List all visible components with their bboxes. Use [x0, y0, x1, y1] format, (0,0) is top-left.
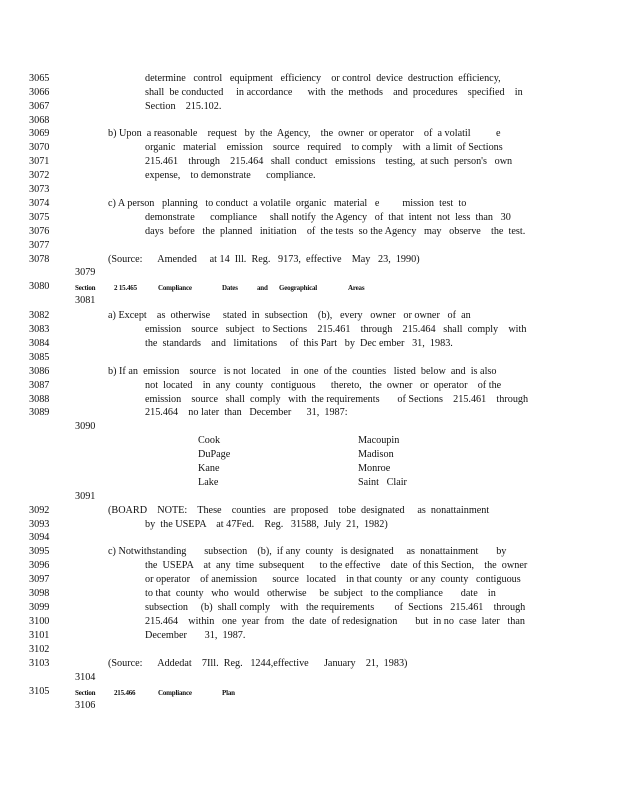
- line-number: 3065: [29, 73, 50, 84]
- line-number: 3095: [29, 546, 50, 557]
- line-number: 3096: [29, 560, 50, 571]
- line-number: 3075: [29, 212, 50, 223]
- paragraph-line: emission source subject to Sections 215.461 through 215.464 shall comply with: [145, 324, 527, 335]
- line-number: 3088: [29, 394, 50, 405]
- line-number: 3092: [29, 505, 50, 516]
- paragraph-line: expense, to demonstrate compliance.: [145, 170, 316, 181]
- paragraph-line: December 31, 1987.: [145, 630, 246, 641]
- paragraph-line: shall be conducted in accordance with the methods and procedures specified in: [145, 87, 523, 98]
- line-number: 3090: [75, 421, 96, 432]
- line-number: 3082: [29, 310, 50, 321]
- board-note: by the USEPA at 47Fed. Reg. 31588, July 21, 1982): [145, 519, 388, 530]
- line-number: 3103: [29, 658, 50, 669]
- county-name: Macoupin: [358, 435, 400, 446]
- county-name: DuPage: [198, 449, 231, 460]
- line-number: 3097: [29, 574, 50, 585]
- paragraph-line: determine control equipment efficiency or control device destruction efficiency,: [145, 73, 501, 84]
- line-number: 3068: [29, 115, 50, 126]
- line-number: 3077: [29, 240, 50, 251]
- board-note: (BOARD NOTE: These counties are proposed tobe designated as nonattainment: [108, 505, 490, 516]
- paragraph-line: 215.461 through 215.464 shall conduct emissions testing, at such person's own: [145, 156, 513, 167]
- line-number: 3098: [29, 588, 50, 599]
- line-number: 3073: [29, 184, 50, 195]
- paragraph-line: to that county who would otherwise be subject to the compliance date in: [145, 588, 496, 599]
- line-number: 3100: [29, 616, 50, 627]
- line-number: 3067: [29, 101, 50, 112]
- line-number: 3069: [29, 128, 50, 139]
- paragraph-line: emission source shall comply with the requirements of Sections 215.461 through: [145, 394, 529, 405]
- line-number: 3081: [75, 295, 96, 306]
- paragraph-line: or operator of anemission source located in that county or any county contiguous: [145, 574, 521, 585]
- section-label: Section: [75, 284, 96, 292]
- line-number: 3085: [29, 352, 50, 363]
- line-number: 3089: [29, 407, 50, 418]
- paragraph-line: subsection (b) shall comply with the requirements of Sections 215.461 through: [145, 602, 526, 613]
- county-name: Monroe: [358, 463, 391, 474]
- county-name: Kane: [198, 463, 220, 474]
- line-number: 3078: [29, 254, 50, 265]
- line-number: 3105: [29, 686, 50, 697]
- section-number: 215.466: [114, 689, 136, 697]
- source-note: (Source: Addedat 7Ill. Reg. 1244,effective January 21, 1983): [108, 658, 408, 669]
- line-number: 3080: [29, 281, 50, 292]
- line-number: 3099: [29, 602, 50, 613]
- section-title-word: Compliance: [158, 689, 192, 697]
- section-title-word: Dates: [222, 284, 238, 292]
- line-number: 3087: [29, 380, 50, 391]
- line-number: 3091: [75, 491, 96, 502]
- line-number: 3083: [29, 324, 50, 335]
- line-number: 3072: [29, 170, 50, 181]
- paragraph-line: not located in any county contiguous thereto, the owner or operator of the: [145, 380, 502, 391]
- line-number: 3070: [29, 142, 50, 153]
- section-label: Section: [75, 689, 96, 697]
- line-number: 3076: [29, 226, 50, 237]
- county-name: Lake: [198, 477, 219, 488]
- county-name: Saint Clair: [358, 477, 407, 488]
- paragraph-line: b) Upon a reasonable request by the Agency, the owner or operator of a volatil e: [108, 128, 501, 139]
- paragraph-line: Section 215.102.: [145, 101, 222, 112]
- source-note: (Source: Amended at 14 Ill. Reg. 9173, effective May 23, 1990): [108, 254, 420, 265]
- paragraph-line: demonstrate compliance shall notify the Agency of that intent not less than 30: [145, 212, 511, 223]
- line-number: 3102: [29, 644, 50, 655]
- county-name: Cook: [198, 435, 221, 446]
- paragraph-line: c) A person planning to conduct a volatile organic material e mission test to: [108, 198, 467, 209]
- paragraph-line: a) Except as otherwise stated in subsection (b), every owner or owner of an: [108, 310, 471, 321]
- paragraph-line: 215.464 no later than December 31, 1987:: [145, 407, 348, 418]
- section-title-word: and: [257, 284, 268, 292]
- line-number: 3071: [29, 156, 50, 167]
- line-number: 3074: [29, 198, 50, 209]
- line-number: 3106: [75, 700, 96, 711]
- paragraph-line: organic material emission source required to comply with a limit of Sections: [145, 142, 503, 153]
- section-title-word: Plan: [222, 689, 235, 697]
- line-number: 3101: [29, 630, 50, 641]
- section-number: 2 15.465: [114, 284, 137, 292]
- paragraph-line: days before the planned initiation of the tests so the Agency may observe the test.: [145, 226, 526, 237]
- paragraph-line: the USEPA at any time subsequent to the effective date of this Section, the owner: [145, 560, 528, 571]
- paragraph-line: c) Notwithstanding subsection (b), if any county is designated as nonattainment by: [108, 546, 507, 557]
- section-title-word: Geographical: [279, 284, 318, 292]
- line-number: 3094: [29, 532, 50, 543]
- paragraph-line: the standards and limitations of this Part by Dec ember 31, 1983.: [145, 338, 453, 349]
- line-number: 3104: [75, 672, 96, 683]
- line-number: 3084: [29, 338, 50, 349]
- line-number: 3093: [29, 519, 50, 530]
- line-number: 3079: [75, 267, 96, 278]
- county-name: Madison: [358, 449, 394, 460]
- section-title-word: Areas: [348, 284, 365, 292]
- paragraph-line: b) If an emission source is not located in one of the counties listed below and is also: [108, 366, 497, 377]
- line-number: 3066: [29, 87, 50, 98]
- section-title-word: Compliance: [158, 284, 192, 292]
- paragraph-line: 215.464 within one year from the date of redesignation but in no case later than: [145, 616, 525, 627]
- line-number: 3086: [29, 366, 50, 377]
